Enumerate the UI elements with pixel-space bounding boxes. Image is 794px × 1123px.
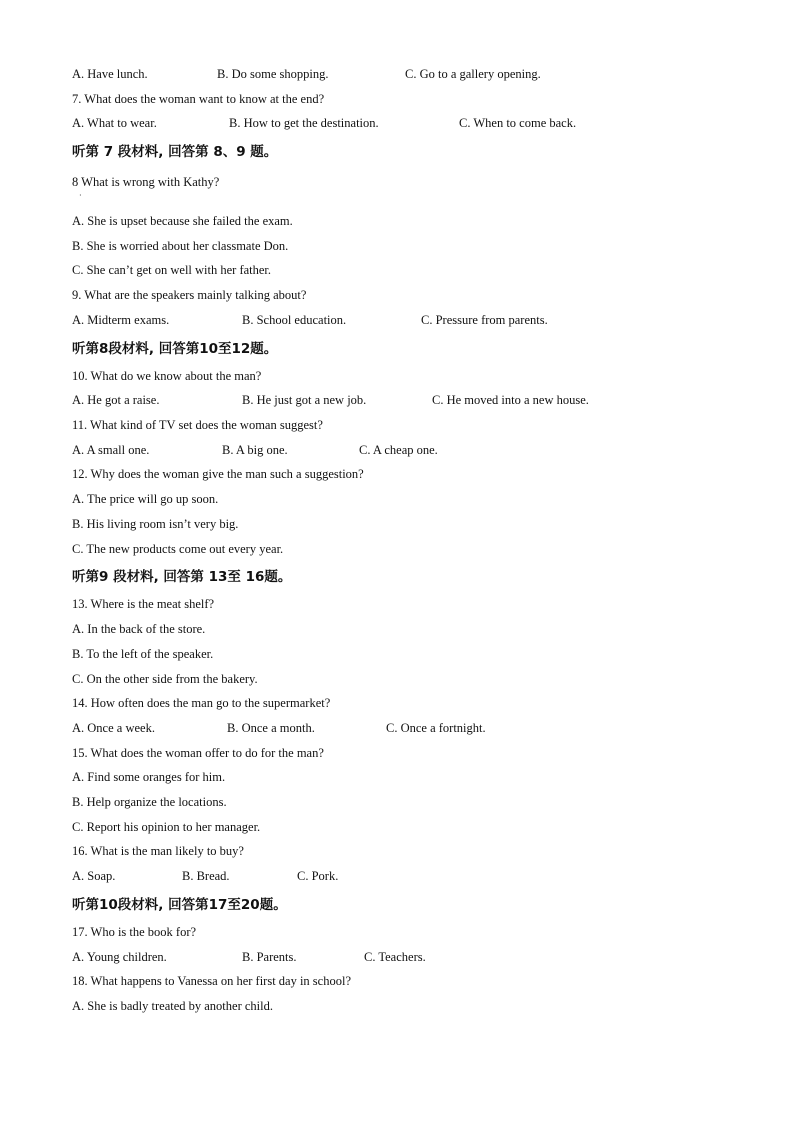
question-line: 13. Where is the meat shelf?	[72, 597, 215, 611]
option-row	[72, 868, 754, 884]
option-row	[72, 312, 754, 328]
option-line: A. In the back of the store.	[72, 622, 206, 636]
answer-option: A. What to wear.	[72, 116, 157, 130]
answer-option: B. A big one.	[222, 443, 288, 457]
question-line: 17. Who is the book for?	[72, 925, 197, 939]
question-line: 7. What does the woman want to know at the end?	[72, 92, 325, 106]
question-line: 18. What happens to Vanessa on her first day in school?	[72, 974, 351, 988]
option-row	[72, 442, 754, 458]
answer-option: C. Once a fortnight.	[386, 721, 486, 735]
option-line: B. To the left of the speaker.	[72, 647, 214, 661]
section-heading: 听第8段材料, 回答第10至12题。	[72, 341, 278, 357]
option-line: A. She is badly treated by another child.	[72, 999, 273, 1013]
option-line: C. Report his opinion to her manager.	[72, 820, 261, 834]
answer-option: A. He got a raise.	[72, 393, 160, 407]
option-line: A. The price will go up soon.	[72, 492, 219, 506]
option-row	[72, 720, 754, 736]
section-heading: 听第 7 段材料, 回答第 8、9 题。	[72, 144, 278, 160]
question-line: 10. What do we know about the man?	[72, 369, 262, 383]
answer-option: C. Teachers.	[364, 950, 426, 964]
answer-option: C. When to come back.	[459, 116, 577, 130]
answer-option: B. How to get the destination.	[229, 116, 379, 130]
option-line: C. She can’t get on well with her father.	[72, 263, 272, 277]
answer-option: C. Pork.	[297, 869, 339, 883]
answer-option: C. A cheap one.	[359, 443, 438, 457]
answer-option: C. Go to a gallery opening.	[405, 67, 541, 81]
option-line: A. Find some oranges for him.	[72, 770, 226, 784]
question-line: 11. What kind of TV set does the woman suggest?	[72, 418, 323, 432]
question-line: 15. What does the woman offer to do for the man?	[72, 746, 324, 760]
stray-mark: ·	[79, 191, 82, 200]
question-line: 14. How often does the man go to the supermarket?	[72, 696, 331, 710]
answer-option: A. Young children.	[72, 950, 167, 964]
answer-option: B. He just got a new job.	[242, 393, 367, 407]
question-line: 8 What is wrong with Kathy?	[72, 175, 220, 189]
option-row	[72, 949, 754, 965]
option-line: C. The new products come out every year.	[72, 542, 284, 556]
answer-option: B. Once a month.	[227, 721, 315, 735]
section-heading: 听第9 段材料, 回答第 13至 16题。	[72, 569, 292, 585]
answer-option: C. Pressure from parents.	[421, 313, 548, 327]
option-line: B. She is worried about her classmate Don.	[72, 239, 289, 253]
question-line: 16. What is the man likely to buy?	[72, 844, 244, 858]
answer-option: B. Bread.	[182, 869, 230, 883]
option-line: B. Help organize the locations.	[72, 795, 227, 809]
option-row	[72, 115, 754, 131]
option-row	[72, 66, 754, 82]
option-line: A. She is upset because she failed the exam.	[72, 214, 293, 228]
option-line: C. On the other side from the bakery.	[72, 672, 258, 686]
answer-option: A. Once a week.	[72, 721, 155, 735]
answer-option: B. Do some shopping.	[217, 67, 329, 81]
option-row	[72, 392, 754, 408]
answer-option: A. A small one.	[72, 443, 150, 457]
answer-option: A. Soap.	[72, 869, 116, 883]
section-heading: 听第10段材料, 回答第17至20题。	[72, 897, 287, 913]
answer-option: C. He moved into a new house.	[432, 393, 589, 407]
question-line: 12. Why does the woman give the man such a suggestion?	[72, 467, 364, 481]
answer-option: B. Parents.	[242, 950, 297, 964]
option-line: B. His living room isn’t very big.	[72, 517, 239, 531]
answer-option: A. Have lunch.	[72, 67, 148, 81]
answer-option: B. School education.	[242, 313, 347, 327]
answer-option: A. Midterm exams.	[72, 313, 170, 327]
question-line: 9. What are the speakers mainly talking about?	[72, 288, 307, 302]
